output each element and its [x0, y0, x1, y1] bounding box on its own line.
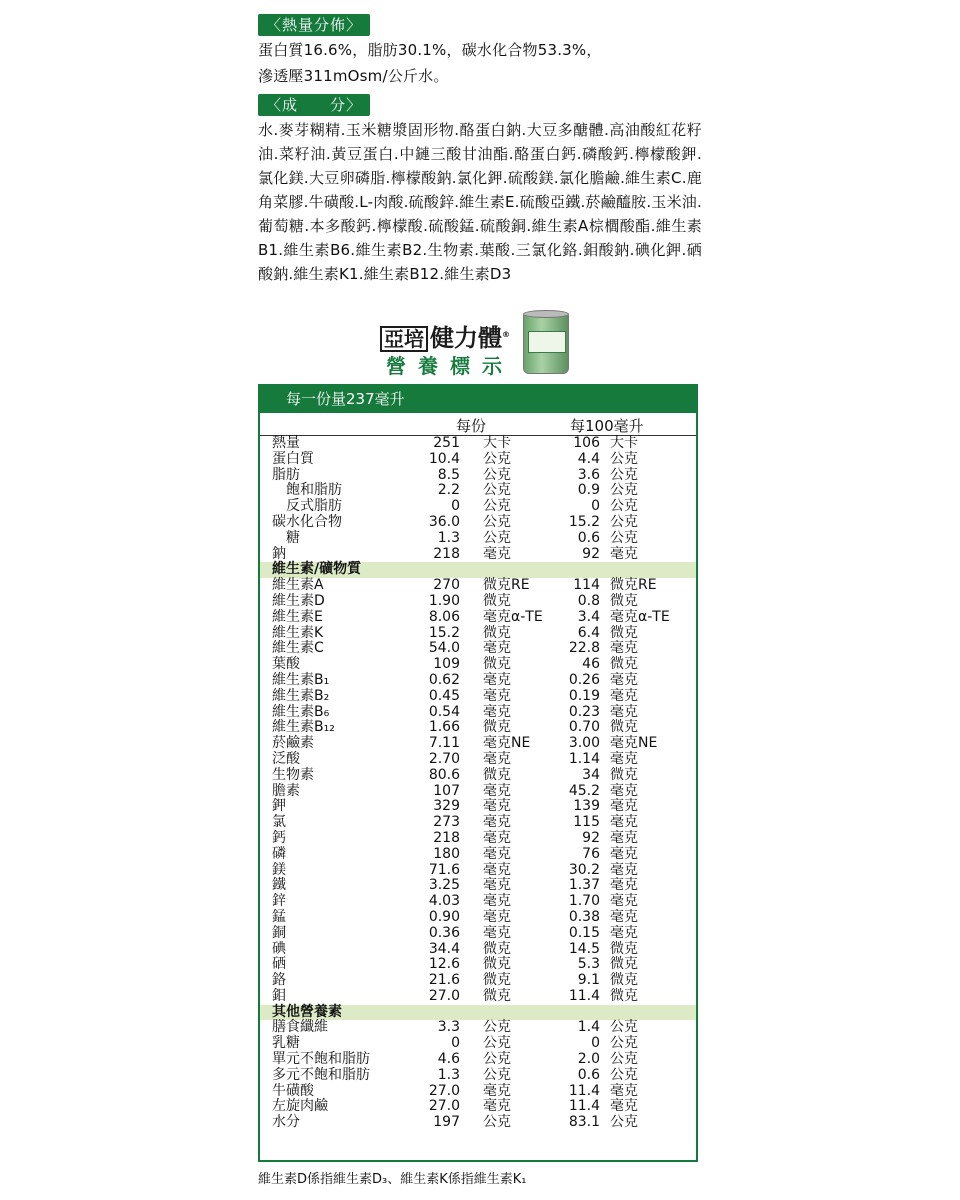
nutrient-name: 水分	[272, 1114, 300, 1131]
per-serving-unit: 公克	[483, 1019, 511, 1036]
per-100ml-unit: 毫克α-TE	[610, 608, 670, 625]
nutrient-name: 維生素C	[272, 640, 324, 657]
per-100ml-value: 1.37	[568, 877, 600, 894]
per-serving-value: 2.2	[437, 482, 460, 499]
per-100ml-unit: 公克	[610, 466, 638, 483]
table-row	[260, 689, 696, 705]
nutrient-name: 蛋白質	[272, 450, 314, 467]
table-row	[260, 1099, 696, 1115]
per-serving-unit: 毫克	[483, 671, 511, 688]
per-serving-unit: 毫克	[483, 703, 511, 720]
per-100ml-unit: 毫克	[610, 893, 638, 910]
per-100ml-unit: 微克	[610, 624, 638, 641]
energy-line-1: 蛋白質16.6%，脂肪30.1%，碳水化合物53.3%，	[258, 41, 602, 59]
per-serving-value: 329	[433, 798, 460, 815]
per-100ml-unit: 微克	[610, 987, 638, 1004]
per-serving-value: 0	[451, 498, 460, 515]
per-100ml-value: 92	[582, 545, 600, 562]
per-serving-value: 10.4	[428, 450, 460, 467]
per-100ml-value: 0.8	[577, 592, 600, 609]
table-row	[260, 452, 696, 468]
per-100ml-value: 0.9	[577, 482, 600, 499]
nutrient-name: 生物素	[272, 766, 314, 783]
nutrient-name: 錳	[272, 908, 286, 925]
per-serving-value: 180	[433, 845, 460, 862]
per-serving-value: 54.0	[428, 640, 460, 657]
per-100ml-value: 139	[573, 798, 600, 815]
per-serving-unit: 微克	[483, 766, 511, 783]
per-serving-unit: 公克	[483, 513, 511, 530]
table-row	[260, 847, 696, 863]
per-100ml-unit: 毫克	[610, 924, 638, 941]
per-100ml-value: 1.70	[568, 893, 600, 910]
per-serving-unit: 毫克	[483, 640, 511, 657]
per-100ml-value: 114	[573, 577, 600, 594]
per-100ml-unit: 公克	[610, 1051, 638, 1068]
table-row	[260, 1052, 696, 1068]
per-serving-value: 1.3	[437, 1066, 460, 1083]
per-100ml-value: 11.4	[568, 1082, 600, 1099]
nutrient-name: 多元不飽和脂肪	[272, 1066, 370, 1083]
per-serving-unit: 微克	[483, 956, 511, 973]
table-row	[260, 942, 696, 958]
per-serving-unit: 微克	[483, 624, 511, 641]
per-serving-value: 3.25	[428, 877, 460, 894]
nutrient-name: 鈣	[272, 829, 286, 846]
table-row	[260, 752, 696, 768]
per-serving-unit: 毫克	[483, 845, 511, 862]
nutrient-name: 維生素B₁	[272, 671, 330, 688]
per-100ml-value: 11.4	[568, 987, 600, 1004]
per-100ml-unit: 公克	[610, 1066, 638, 1083]
table-row	[260, 1020, 696, 1036]
per-100ml-unit: 微克	[610, 719, 638, 736]
per-100ml-value: 3.6	[577, 466, 600, 483]
per-serving-value: 0.45	[428, 687, 460, 704]
per-100ml-value: 11.4	[568, 1098, 600, 1115]
per-serving-value: 2.70	[428, 750, 460, 767]
per-100ml-unit: 毫克	[610, 798, 638, 815]
table-row	[260, 547, 696, 563]
per-100ml-unit: 公克	[610, 450, 638, 467]
nutrient-name: 鈉	[272, 545, 286, 562]
per-100ml-unit: 毫克	[610, 877, 638, 894]
per-serving-unit: 公克	[483, 1035, 511, 1052]
per-serving-unit: 公克	[483, 1066, 511, 1083]
per-100ml-value: 4.4	[577, 450, 600, 467]
energy-line-2: 滲透壓311mOsm/公斤水。	[258, 67, 449, 85]
nutrient-name: 鋅	[272, 893, 286, 910]
per-serving-unit: 微克	[483, 940, 511, 957]
nutrient-name: 硒	[272, 956, 286, 973]
per-100ml-value: 22.8	[568, 640, 600, 657]
nutrient-name: 牛磺酸	[272, 1082, 314, 1099]
nutrient-name: 熱量	[272, 435, 300, 451]
nutrient-name: 維生素B₂	[272, 687, 330, 704]
nutrient-name: 鐵	[272, 877, 286, 894]
per-serving-unit: 毫克α-TE	[483, 608, 543, 625]
per-100ml-value: 0.19	[568, 687, 600, 704]
table-row	[260, 657, 696, 673]
per-100ml-value: 0	[591, 1035, 600, 1052]
table-row	[260, 531, 696, 547]
per-serving-value: 197	[433, 1114, 460, 1131]
per-serving-unit: 微克	[483, 972, 511, 989]
per-100ml-unit: 毫克	[610, 829, 638, 846]
section-label: 其他營養素	[272, 1003, 342, 1020]
brand-subtitle: 營養標示	[386, 354, 514, 378]
per-serving-value: 107	[433, 782, 460, 799]
nutrient-name: 氯	[272, 814, 286, 831]
per-serving-value: 34.4	[428, 940, 460, 957]
brand-header	[380, 318, 580, 382]
per-serving-unit: 毫克	[483, 1082, 511, 1099]
nutrient-name: 碳水化合物	[272, 513, 342, 530]
table-row	[260, 957, 696, 973]
table-row	[260, 973, 696, 989]
per-100ml-unit: 微克	[610, 656, 638, 673]
per-100ml-value: 45.2	[568, 782, 600, 799]
per-100ml-value: 3.00	[568, 735, 600, 752]
per-100ml-value: 115	[573, 814, 600, 831]
nutrient-name: 維生素A	[272, 577, 324, 594]
per-serving-unit: 毫克	[483, 861, 511, 878]
per-100ml-value: 6.4	[577, 624, 600, 641]
nutrient-name: 膽素	[272, 782, 300, 799]
ingredients-text: 水.麥芽糊精.玉米糖漿固形物.酪蛋白鈉.大豆多醣體.高油酸紅花籽油.菜籽油.黃豆蛋白.中鏈三酸甘油酯.酪蛋白鈣.磷酸鈣.檸檬酸鉀.氯化鎂.大豆卵磷脂.檸檬酸鈉.氯化鉀.硫酸鎂.氯化膽鹼.維生素C.鹿角菜膠.牛磺酸.L-肉酸.硫酸鋅.維生素E.硫酸亞鐵.菸鹼醯胺.玉米油.葡萄糖.本多酸鈣.檸檬酸.硫酸錳.硫酸銅.維生素A棕櫚酸酯.維生素B1.維生素B6.維生素B2.生物素.葉酸.三氯化鉻.鉬酸鈉.碘化鉀.硒酸鈉.維生素K1.維生素B12.維生素D3	[258, 121, 702, 283]
table-row	[260, 1115, 696, 1131]
per-100ml-unit: 毫克NE	[610, 735, 658, 752]
table-row	[260, 989, 696, 1005]
registered-mark: ®	[502, 330, 510, 339]
per-100ml-unit: 公克	[610, 1035, 638, 1052]
col-per-100ml: 每100毫升	[570, 417, 644, 435]
per-serving-unit: 毫克	[483, 924, 511, 941]
per-serving-value: 0.90	[428, 908, 460, 925]
nutrient-name: 碘	[272, 940, 286, 957]
table-row	[260, 910, 696, 926]
per-serving-unit: 毫克	[483, 750, 511, 767]
table-row	[260, 894, 696, 910]
per-serving-unit: 公克	[483, 1114, 511, 1131]
per-serving-unit: 毫克	[483, 782, 511, 799]
per-100ml-unit: 公克	[610, 513, 638, 530]
table-row	[260, 736, 696, 752]
per-100ml-unit: 毫克	[610, 782, 638, 799]
per-serving-value: 8.5	[437, 466, 460, 483]
per-100ml-unit: 毫克	[610, 845, 638, 862]
brand-logo	[380, 318, 510, 353]
nutrient-name: 膳食纖維	[272, 1019, 328, 1036]
per-serving-value: 1.66	[428, 719, 460, 736]
per-100ml-unit: 微克	[610, 956, 638, 973]
nutrient-name: 單元不飽和脂肪	[272, 1051, 370, 1068]
per-100ml-unit: 公克	[610, 1114, 638, 1131]
per-100ml-unit: 毫克	[610, 908, 638, 925]
per-serving-value: 71.6	[428, 861, 460, 878]
table-row	[260, 1068, 696, 1084]
per-serving-unit: 公克	[483, 450, 511, 467]
section-row	[260, 562, 696, 578]
per-serving-unit: 毫克	[483, 893, 511, 910]
per-serving-unit: 毫克	[483, 798, 511, 815]
table-row	[260, 594, 696, 610]
per-serving-unit: 微克	[483, 656, 511, 673]
per-100ml-unit: 毫克	[610, 1098, 638, 1115]
per-serving-unit: 毫克	[483, 829, 511, 846]
per-100ml-value: 15.2	[568, 513, 600, 530]
table-row	[260, 483, 696, 499]
nutrient-name: 鎂	[272, 861, 286, 878]
table-row	[260, 831, 696, 847]
nutrition-table	[258, 384, 698, 1162]
per-100ml-value: 83.1	[568, 1114, 600, 1131]
per-serving-unit: 公克	[483, 498, 511, 515]
per-serving-unit: 微克	[483, 592, 511, 609]
nutrient-name: 反式脂肪	[272, 498, 342, 515]
per-serving-value: 251	[433, 435, 460, 451]
nutrient-name: 磷	[272, 845, 286, 862]
per-serving-value: 4.6	[437, 1051, 460, 1068]
per-serving-unit: 微克	[483, 719, 511, 736]
table-row	[260, 799, 696, 815]
per-serving-value: 218	[433, 829, 460, 846]
table-row	[260, 499, 696, 515]
per-serving-value: 0.62	[428, 671, 460, 688]
per-100ml-unit: 毫克	[610, 814, 638, 831]
per-serving-unit: 毫克NE	[483, 735, 531, 752]
per-serving-value: 80.6	[428, 766, 460, 783]
per-serving-unit: 公克	[483, 482, 511, 499]
per-serving-unit: 毫克	[483, 877, 511, 894]
table-row	[260, 815, 696, 831]
per-serving-value: 1.3	[437, 529, 460, 546]
nutrient-name: 乳糖	[272, 1035, 300, 1052]
table-row	[260, 863, 696, 879]
brand-logo-box: 亞培	[380, 326, 428, 352]
table-row	[260, 768, 696, 784]
per-100ml-unit: 毫克	[610, 861, 638, 878]
per-100ml-value: 106	[573, 435, 600, 451]
per-100ml-value: 1.4	[577, 1019, 600, 1036]
per-100ml-unit: 毫克	[610, 750, 638, 767]
col-per-serving: 每份	[456, 417, 487, 435]
nutrient-name: 鉻	[272, 972, 286, 989]
per-100ml-unit: 公克	[610, 498, 638, 515]
per-100ml-unit: 大卡	[610, 435, 638, 451]
per-100ml-unit: 毫克	[610, 687, 638, 704]
per-100ml-value: 0.38	[568, 908, 600, 925]
per-serving-unit: 微克RE	[483, 577, 530, 594]
table-row	[260, 1036, 696, 1052]
per-100ml-unit: 微克	[610, 972, 638, 989]
ingredients-tag: 〈成 分〉	[258, 94, 370, 116]
per-serving-value: 218	[433, 545, 460, 562]
nutrient-name: 維生素K	[272, 624, 324, 641]
per-serving-value: 0	[451, 1035, 460, 1052]
per-serving-value: 8.06	[428, 608, 460, 625]
per-100ml-unit: 毫克	[610, 671, 638, 688]
per-100ml-value: 1.14	[568, 750, 600, 767]
per-100ml-unit: 微克RE	[610, 577, 657, 594]
nutrient-name: 維生素B₆	[272, 703, 330, 720]
per-100ml-value: 46	[582, 656, 600, 673]
per-100ml-unit: 毫克	[610, 1082, 638, 1099]
per-serving-unit: 毫克	[483, 687, 511, 704]
per-100ml-value: 0.6	[577, 1066, 600, 1083]
table-row	[260, 641, 696, 657]
per-serving-value: 21.6	[428, 972, 460, 989]
table-row	[260, 578, 696, 594]
nutrient-name: 維生素D	[272, 592, 325, 609]
table-row	[260, 784, 696, 800]
per-serving-unit: 公克	[483, 466, 511, 483]
nutrient-name: 糖	[272, 529, 300, 546]
footnote: 維生素D係指維生素D₃、維生素K係指維生素K₁	[258, 1172, 527, 1187]
table-row	[260, 436, 696, 452]
nutrient-name: 左旋肉鹼	[272, 1098, 328, 1115]
nutrient-name: 菸鹼素	[272, 735, 314, 752]
per-100ml-value: 14.5	[568, 940, 600, 957]
per-serving-value: 15.2	[428, 624, 460, 641]
per-100ml-unit: 公克	[610, 529, 638, 546]
per-serving-value: 4.03	[428, 893, 460, 910]
per-100ml-value: 92	[582, 829, 600, 846]
energy-tag: 〈熱量分佈〉	[258, 14, 370, 36]
per-100ml-value: 0.23	[568, 703, 600, 720]
per-serving-unit: 毫克	[483, 545, 511, 562]
per-100ml-value: 0.26	[568, 671, 600, 688]
per-serving-unit: 微克	[483, 987, 511, 1004]
nutrient-name: 脂肪	[272, 466, 300, 483]
serving-size-header: 每一份量237毫升	[260, 386, 696, 413]
per-serving-value: 27.0	[428, 1082, 460, 1099]
table-rows	[260, 435, 696, 1131]
per-serving-value: 1.90	[428, 592, 460, 609]
nutrient-name: 飽和脂肪	[272, 482, 342, 499]
per-100ml-unit: 微克	[610, 592, 638, 609]
per-100ml-unit: 毫克	[610, 640, 638, 657]
per-serving-value: 27.0	[428, 987, 460, 1004]
per-100ml-value: 0.6	[577, 529, 600, 546]
per-100ml-unit: 公克	[610, 1019, 638, 1036]
nutrient-name: 泛酸	[272, 750, 300, 767]
per-serving-value: 36.0	[428, 513, 460, 530]
per-serving-value: 3.3	[437, 1019, 460, 1036]
per-100ml-unit: 毫克	[610, 703, 638, 720]
per-100ml-value: 2.0	[577, 1051, 600, 1068]
table-row	[260, 878, 696, 894]
per-100ml-value: 34	[582, 766, 600, 783]
table-row	[260, 610, 696, 626]
per-100ml-value: 0.70	[568, 719, 600, 736]
per-serving-value: 0.36	[428, 924, 460, 941]
per-100ml-value: 5.3	[577, 956, 600, 973]
section-label: 維生素/礦物質	[272, 561, 362, 578]
per-serving-unit: 公克	[483, 1051, 511, 1068]
table-row	[260, 705, 696, 721]
per-100ml-value: 0	[591, 498, 600, 515]
per-100ml-value: 0.15	[568, 924, 600, 941]
per-serving-unit: 大卡	[483, 435, 511, 451]
per-serving-value: 273	[433, 814, 460, 831]
per-serving-value: 0.54	[428, 703, 460, 720]
nutrient-name: 鉬	[272, 987, 286, 1004]
table-row	[260, 673, 696, 689]
per-100ml-value: 3.4	[577, 608, 600, 625]
nutrient-name: 葉酸	[272, 656, 300, 673]
per-100ml-unit: 微克	[610, 940, 638, 957]
per-serving-value: 109	[433, 656, 460, 673]
text-block	[258, 14, 702, 286]
per-100ml-unit: 微克	[610, 766, 638, 783]
product-can-icon	[523, 312, 569, 374]
brand-name: 健力體	[430, 324, 502, 352]
nutrient-name: 鉀	[272, 798, 286, 815]
nutrient-name: 維生素E	[272, 608, 323, 625]
per-100ml-unit: 毫克	[610, 545, 638, 562]
per-100ml-unit: 公克	[610, 482, 638, 499]
per-100ml-value: 76	[582, 845, 600, 862]
per-serving-unit: 毫克	[483, 1098, 511, 1115]
table-row	[260, 626, 696, 642]
per-serving-unit: 公克	[483, 529, 511, 546]
per-serving-unit: 毫克	[483, 908, 511, 925]
nutrient-name: 維生素B₁₂	[272, 719, 335, 736]
per-100ml-value: 30.2	[568, 861, 600, 878]
per-serving-value: 12.6	[428, 956, 460, 973]
table-row	[260, 720, 696, 736]
table-row	[260, 926, 696, 942]
column-headers	[260, 413, 696, 435]
per-100ml-value: 9.1	[577, 972, 600, 989]
per-serving-value: 270	[433, 577, 460, 594]
per-serving-value: 7.11	[428, 735, 460, 752]
table-row	[260, 515, 696, 531]
nutrient-name: 銅	[272, 924, 286, 941]
per-serving-unit: 毫克	[483, 814, 511, 831]
per-serving-value: 27.0	[428, 1098, 460, 1115]
